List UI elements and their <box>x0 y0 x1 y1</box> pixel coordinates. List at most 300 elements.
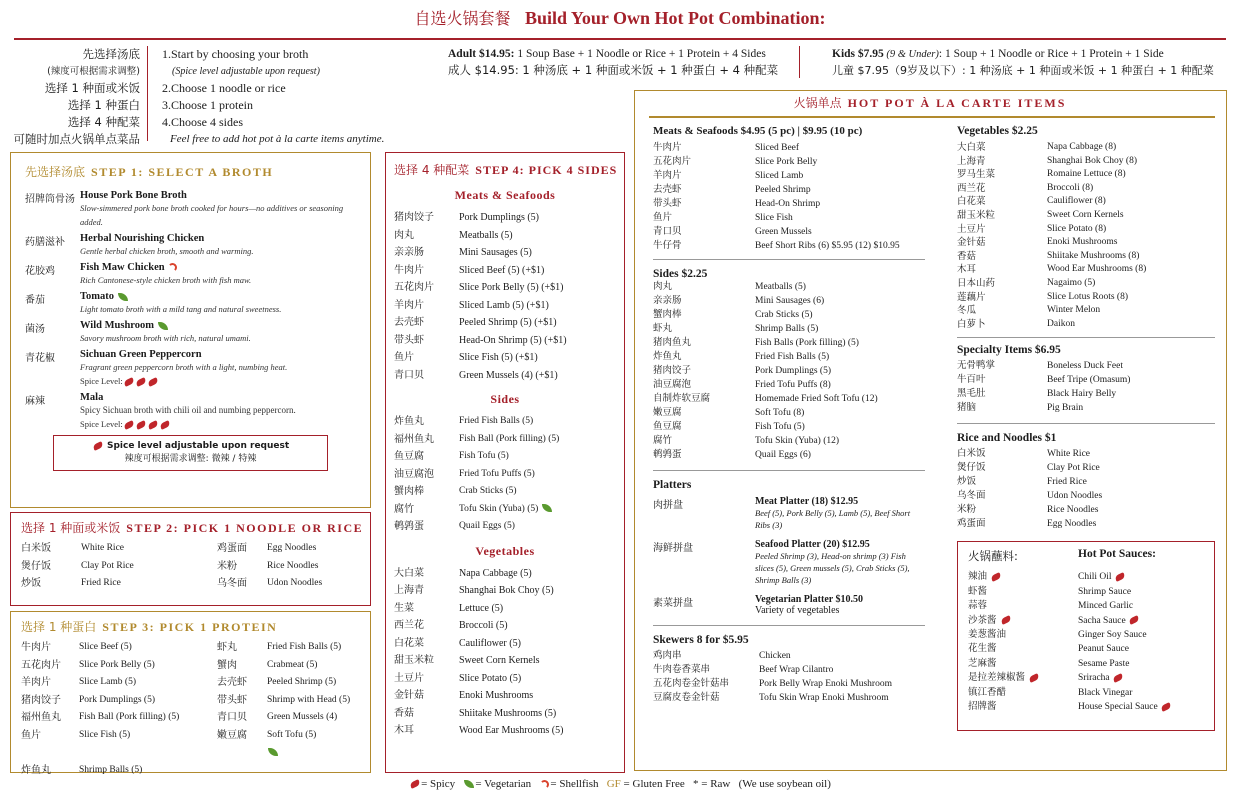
item-en: Shiitake Mushrooms (5) <box>459 707 557 719</box>
item-zh: 豆腐皮卷金针菇 <box>653 692 720 703</box>
item-en: Shrimp with Head (5) <box>267 694 351 705</box>
broth-row <box>25 190 356 229</box>
pricing-divider <box>799 46 800 78</box>
ac-specialty-heading: Specialty Items $6.95 <box>957 344 1061 357</box>
ac-sides-heading: Sides $2.25 <box>653 268 708 280</box>
item-zh: 木耳 <box>394 725 414 736</box>
kids-pricing: Kids $7.95 (9 & Under): 1 Soup + 1 Noodle or Rice + 1 Protein + 1 Side 儿童 $7.95（9岁及以下）: 1 种汤底 + 1 种面或米饭 + 1 种蛋白 + 1 种配菜 <box>832 48 1214 77</box>
broth-zh: 招牌筒骨汤 <box>25 194 75 205</box>
item-en: Napa Cabbage (5) <box>459 567 532 579</box>
list-item <box>459 582 616 600</box>
item-zh: 肉丸 <box>394 229 414 241</box>
item-zh: 鸡蛋面 <box>957 518 986 530</box>
item-zh: 白花菜 <box>957 196 986 208</box>
broth-row <box>25 291 356 316</box>
step2-grid <box>21 540 360 593</box>
broth-name <box>80 349 356 360</box>
chili-icon <box>135 420 147 430</box>
sauces-list <box>968 570 1204 714</box>
item-zh: 猪肉鱼丸 <box>653 337 692 348</box>
chili-icon <box>409 780 421 790</box>
item-zh: 猪肉饺子 <box>653 365 692 376</box>
item-en: Sesame Paste <box>1078 658 1130 669</box>
item-zh: 腐竹 <box>653 435 673 446</box>
ac-meats-heading: Meats & Seafoods $4.95 (5 pc) | $9.95 (10 pc) <box>653 125 863 137</box>
item-zh: 炒饭 <box>21 578 41 589</box>
list-item <box>755 239 925 253</box>
item-en: Shanghai Bok Choy (5) <box>459 585 554 596</box>
list-item <box>1047 209 1215 223</box>
item-en: Quail Eggs (5) <box>459 521 515 531</box>
platter-content <box>755 594 925 617</box>
item-en: Udon Noodles <box>1047 491 1103 502</box>
item-zh: 牛百叶 <box>957 374 986 386</box>
list-item <box>459 687 616 705</box>
alacarte-left-col <box>653 125 925 705</box>
item-zh: 羊肉片 <box>21 677 51 688</box>
item-en: House Special Sauce <box>1078 701 1158 712</box>
chili-icon <box>135 377 147 387</box>
item-zh: 蟹肉棒 <box>394 486 424 497</box>
broth-content <box>80 190 356 229</box>
list-item <box>459 349 616 367</box>
broth-row <box>25 349 356 388</box>
list-item <box>459 722 616 740</box>
item-en: Sweet Corn Kernels <box>459 655 540 666</box>
chili-icon <box>1160 702 1172 712</box>
item-en: Head-On Shrimp <box>755 199 821 209</box>
item-zh: 鱼片 <box>394 352 414 363</box>
item-zh: 嫩豆腐 <box>217 729 247 741</box>
alacarte-header: 火锅单点 HOT POT À LA CARTE ITEMS <box>793 96 1067 110</box>
broth-desc: Rich Cantonese-style chicken broth with fish maw. <box>80 275 252 285</box>
item-en: Soft Tofu (5) <box>267 729 317 740</box>
item-en: Fried Tofu Puffs (5) <box>459 468 535 479</box>
leaf-icon <box>158 322 168 330</box>
item-zh: 带头虾 <box>394 334 424 346</box>
step2-header: 选择 1 种面或米饭 STEP 2: PICK 1 NOODLE OR RICE <box>21 521 364 535</box>
platter-zh: 素菜拼盘 <box>653 598 693 609</box>
chili-icon <box>147 377 159 387</box>
ac-specialty-list <box>957 359 1215 415</box>
list-item <box>459 367 616 385</box>
chili-icon <box>159 420 171 430</box>
chili-icon <box>990 572 1002 582</box>
broth-content <box>80 233 356 258</box>
page-title <box>0 6 1240 29</box>
item-zh: 油豆腐泡 <box>394 468 434 480</box>
broth-zh: 菌汤 <box>25 324 45 335</box>
item-zh: 生菜 <box>394 602 414 614</box>
item-zh: 土豆片 <box>394 672 424 684</box>
item-zh: 香菇 <box>394 707 414 719</box>
broth-content <box>80 349 356 388</box>
list-item <box>459 431 616 449</box>
item-zh: 牛肉片 <box>394 264 424 276</box>
platter-row <box>653 496 925 531</box>
step4-veg-list <box>394 565 616 740</box>
step4-sides-list <box>394 413 616 536</box>
leaf-icon <box>118 293 128 301</box>
sauces-box <box>957 541 1215 731</box>
item-en: Sliced Beef (5) (+$1) <box>459 264 545 276</box>
broth-content <box>80 320 356 345</box>
item-zh: 虾酱 <box>968 585 988 597</box>
item-zh: 金针菇 <box>957 237 986 249</box>
list-item <box>459 297 616 315</box>
platter-desc: Peeled Shrimp (3), Head-on shrimp (3) Fish slices (5), Green mussels (5), Crab Sticks (5), Shrimp Balls (3) <box>755 551 910 585</box>
broth-row <box>25 320 356 345</box>
chili-icon <box>1028 673 1040 683</box>
item-zh: 亲亲肠 <box>653 295 682 306</box>
item-en: Wood Ear Mushrooms (8) <box>1047 264 1147 275</box>
item-en: Sliced Lamb (5) (+$1) <box>459 299 549 311</box>
item-zh: 蟹肉 <box>217 659 237 671</box>
item-en: Fried Fish Balls (5) <box>267 642 342 652</box>
ac-rice-list <box>957 447 1215 531</box>
list-item <box>1078 628 1204 642</box>
list-item <box>759 677 925 691</box>
platter-zh: 海鲜拼盘 <box>653 543 693 554</box>
item-en: Meatballs (5) <box>459 229 513 241</box>
list-item <box>459 332 616 350</box>
list-item <box>459 279 616 297</box>
item-zh: 日本山药 <box>957 277 996 289</box>
list-item <box>1047 447 1215 461</box>
list-item <box>755 392 925 406</box>
item-en: Pork Belly Wrap Enoki Mushroom <box>759 679 892 689</box>
broth-name <box>80 233 356 244</box>
broth-zh: 麻辣 <box>25 396 45 407</box>
broth-name-text: Wild Mushroom <box>80 320 155 331</box>
adult-pricing: Adult $14.95: 1 Soup Base + 1 Noodle or Rice + 1 Protein + 4 Sides 成人 $14.95: 1 种汤底 + 1 种面或米饭 + 1 种蛋白 + 4 种配菜 <box>448 48 779 77</box>
shrimp-icon <box>540 780 549 789</box>
list-item <box>755 280 925 294</box>
item-en: Egg Noodles <box>1047 519 1097 530</box>
item-zh: 花生酱 <box>968 643 997 655</box>
item-zh: 青口贝 <box>653 226 682 237</box>
item-en: Sriracha <box>1078 673 1110 684</box>
item-zh: 煲仔饭 <box>957 462 986 474</box>
list-item <box>1047 318 1215 332</box>
item-zh: 牛肉片 <box>21 642 51 653</box>
item-zh: 鱼豆腐 <box>653 421 682 432</box>
intro-steps: 1.Start by choosing your broth (Spice level adjustable upon request) 2.Choose 1 noodle or rice 3.Choose 1 protein 4.Choose 4 sides Feel free to add hot pot à la carte items anytime. <box>162 47 385 145</box>
broth-name-text: House Pork Bone Broth <box>80 190 187 201</box>
list-item <box>1078 585 1204 599</box>
item-zh: 猪肉饺子 <box>394 212 434 223</box>
leaf-icon <box>268 748 278 756</box>
list-item <box>755 211 925 225</box>
platter-desc: Beef (5), Pork Belly (5), Lamb (5), Beef Short Ribs (3) <box>755 508 911 530</box>
list-item <box>755 448 925 462</box>
item-en: Mini Sausages (6) <box>755 296 825 306</box>
item-zh: 西兰花 <box>957 182 986 194</box>
broth-desc: Spicy Sichuan broth with chili oil and numbing peppercorn. <box>80 405 296 415</box>
platter-name: Seafood Platter (20) $12.95 <box>755 539 870 550</box>
item-zh: 鱼片 <box>653 212 673 223</box>
item-zh: 鹌鹑蛋 <box>394 521 424 532</box>
list-item <box>459 466 616 484</box>
item-en: Slice Lotus Roots (8) <box>1047 291 1129 302</box>
item-zh: 招牌酱 <box>968 700 997 712</box>
broth-desc: Fragrant green peppercorn broth with a light, numbing heat. <box>80 362 288 372</box>
broth-row <box>25 392 356 431</box>
item-en: Shrimp Balls (5) <box>755 324 819 334</box>
list-item <box>1047 304 1215 318</box>
item-en: Green Mussels (4) <box>267 712 338 722</box>
item-zh: 去壳虾 <box>653 184 682 195</box>
item-zh: 冬瓜 <box>957 305 977 317</box>
list-item <box>1078 614 1204 628</box>
spice-level-label: Spice Level: <box>80 376 123 386</box>
item-en: Clay Pot Rice <box>81 560 134 571</box>
item-en: Peeled Shrimp (5) (+$1) <box>459 317 557 328</box>
item-zh: 乌冬面 <box>217 578 247 589</box>
intro-zh: 先选择汤底 (辣度可根据需求调整) 选择 1 种面或米饭 选择 1 种蛋白 选择 4 种配菜 可随时加点火锅单点菜品 <box>13 47 140 146</box>
list-item <box>459 705 616 723</box>
list-item <box>1047 168 1215 182</box>
item-en: Tofu Skin (Yuba) (5) <box>459 503 539 514</box>
item-en: Boneless Duck Feet <box>1047 361 1123 372</box>
broth-zh: 花胶鸡 <box>25 266 55 277</box>
item-en: Pig Brain <box>1047 403 1084 414</box>
chili-icon <box>147 420 159 430</box>
item-en: Soft Tofu (8) <box>755 408 805 418</box>
item-zh: 青口贝 <box>394 369 424 381</box>
list-item <box>755 169 925 183</box>
item-en: Fried Tofu Puffs (8) <box>755 380 831 390</box>
item-zh <box>217 762 267 780</box>
step4-meats-list <box>394 209 616 384</box>
list-item <box>1047 373 1215 387</box>
item-en: Fish Ball (Pork filling) (5) <box>459 433 560 444</box>
item-en: Chicken <box>759 651 791 661</box>
step4-sides-heading: Sides <box>490 392 520 406</box>
item-en: Chili Oil <box>1078 572 1112 583</box>
item-zh: 白花菜 <box>394 637 424 649</box>
list-item <box>459 448 616 466</box>
list-item <box>759 691 925 705</box>
item-en: Winter Melon <box>1047 305 1101 316</box>
item-en: Beef Tripe (Omasum) <box>1047 375 1131 386</box>
list-item <box>1047 236 1215 250</box>
item-zh: 鸡肉串 <box>653 650 682 661</box>
item-en: Minced Garlic <box>1078 601 1134 612</box>
list-item <box>1047 141 1215 155</box>
item-en: Meatballs (5) <box>755 282 806 292</box>
item-zh: 五花肉片 <box>653 156 692 167</box>
item-en: Black Hairy Belly <box>1047 389 1117 400</box>
broth-name-text: Herbal Nourishing Chicken <box>80 233 205 244</box>
item-zh: 五花肉片 <box>21 659 61 671</box>
item-en: Shiitake Mushrooms (8) <box>1047 250 1140 261</box>
item-zh: 白萝卜 <box>957 318 986 330</box>
item-zh: 蒜蓉 <box>968 600 988 612</box>
list-item <box>755 294 925 308</box>
item-en: Rice Noodles <box>1047 505 1099 516</box>
list-item <box>1047 401 1215 415</box>
ac-skewers-list <box>653 649 925 705</box>
list-item <box>1047 263 1215 277</box>
item-zh: 炸鱼丸 <box>21 764 51 776</box>
broth-content <box>80 262 356 287</box>
item-zh: 虾丸 <box>653 323 673 334</box>
item-en: Clay Pot Rice <box>1047 463 1100 474</box>
item-en: Green Mussels (4) (+$1) <box>459 369 558 381</box>
list-item <box>459 652 616 670</box>
item-en: Homemade Fried Soft Tofu (12) <box>755 394 878 404</box>
item-en: Romaine Lettuce (8) <box>1047 169 1126 180</box>
platter-row <box>653 539 925 586</box>
item-zh: 腐竹 <box>394 503 414 515</box>
item-en: Fried Rice <box>1047 477 1087 488</box>
chili-icon <box>1000 615 1012 625</box>
item-en: Fish Ball (Pork filling) (5) <box>79 712 180 722</box>
item-en: Wood Ear Mushrooms (5) <box>459 725 564 736</box>
platter-zh: 肉拼盘 <box>653 500 683 511</box>
item-zh: 鸡蛋面 <box>217 543 247 554</box>
list-item <box>459 413 616 431</box>
intro-divider <box>147 46 148 141</box>
item-en: Enoki Mushrooms <box>459 690 534 701</box>
item-zh: 自制炸软豆腐 <box>653 393 711 404</box>
item-zh: 虾丸 <box>217 642 237 653</box>
alacarte-right-col <box>957 125 1215 731</box>
item-zh: 去壳虾 <box>394 317 424 328</box>
list-item <box>1078 686 1204 700</box>
item-zh: 黑毛肚 <box>957 388 986 400</box>
item-en: Fried Fish Balls (5) <box>755 352 830 362</box>
item-zh: 鱼豆腐 <box>394 451 424 462</box>
list-item <box>755 322 925 336</box>
step3-panel <box>10 611 371 776</box>
broth-row <box>25 262 356 287</box>
broth-name-text: Fish Maw Chicken <box>80 262 165 273</box>
item-zh: 白米饭 <box>957 448 986 460</box>
list-item <box>459 209 616 227</box>
broth-desc: Light tomato broth with a mild tang and natural sweetness. <box>80 304 282 314</box>
item-en: Daikon <box>1047 318 1075 329</box>
list-item <box>1078 657 1204 671</box>
ac-veg-list <box>957 141 1215 331</box>
item-zh: 油豆腐泡 <box>653 379 692 390</box>
item-en <box>267 727 360 762</box>
list-item <box>1078 570 1204 584</box>
platter-name: Vegetarian Platter $10.50 <box>755 594 864 605</box>
item-en: Udon Noodles <box>267 578 323 588</box>
item-zh: 炒饭 <box>957 476 977 488</box>
title-zh: 自选火锅套餐 <box>414 9 511 28</box>
item-zh: 芝麻酱 <box>968 657 997 669</box>
item-zh: 煲仔饭 <box>21 560 51 572</box>
list-item <box>755 308 925 322</box>
platter-desc: Variety of vegetables <box>755 605 840 616</box>
item-zh: 罗马生菜 <box>957 169 996 181</box>
list-item <box>755 141 925 155</box>
list-item <box>755 364 925 378</box>
spice-note: Spice level adjustable upon request 辣度可根据需求调整: 微辣 / 特辣 <box>53 435 328 471</box>
item-zh: 大白菜 <box>957 142 986 153</box>
list-item <box>459 483 616 501</box>
item-en: Broccoli (8) <box>1047 182 1094 193</box>
item-en: Tofu Skin Wrap Enoki Mushroom <box>759 693 889 703</box>
item-en: Peanut Sauce <box>1078 644 1129 655</box>
item-zh: 木耳 <box>957 264 977 276</box>
broth-zh: 番茄 <box>25 295 45 306</box>
item-zh: 上海青 <box>394 585 424 596</box>
item-zh: 五花肉片 <box>394 282 434 293</box>
item-en: Crabmeat (5) <box>267 659 318 670</box>
item-zh: 白米饭 <box>21 543 51 554</box>
step3-header: 选择 1 种蛋白 STEP 3: PICK 1 PROTEIN <box>21 620 278 634</box>
item-zh: 西兰花 <box>394 620 424 631</box>
list-item <box>459 262 616 280</box>
item-zh: 去壳虾 <box>217 677 247 688</box>
ac-platters-list <box>653 496 925 617</box>
item-en: Lettuce (5) <box>459 602 504 614</box>
broth-list <box>25 190 356 431</box>
item-zh: 肉丸 <box>653 281 673 292</box>
item-zh: 上海青 <box>957 155 986 167</box>
item-zh: 甜玉米粒 <box>394 655 434 666</box>
item-en: Fish Tofu (5) <box>459 451 509 461</box>
list-item <box>1047 277 1215 291</box>
item-en: Cauliflower (8) <box>1047 196 1106 207</box>
alacarte-panel <box>634 90 1227 771</box>
item-zh: 沙茶酱 <box>968 614 1078 628</box>
item-en: Enoki Mushrooms <box>1047 237 1118 248</box>
item-zh: 姜葱酱油 <box>968 628 1007 640</box>
broth-zh: 药膳滋补 <box>25 237 65 248</box>
item-en: Head-On Shrimp (5) (+$1) <box>459 334 567 346</box>
ac-rice-heading: Rice and Noodles $1 <box>957 432 1057 445</box>
item-zh: 甜玉米粒 <box>957 209 996 221</box>
spice-level-label: Spice Level: <box>80 419 123 429</box>
item-zh: 猪脑 <box>957 402 977 414</box>
list-item <box>755 406 925 420</box>
list-item <box>1047 250 1215 264</box>
step4-panel <box>385 152 625 773</box>
item-zh: 鹌鹑蛋 <box>653 449 682 460</box>
chili-icon <box>1112 673 1124 683</box>
leaf-icon <box>464 780 474 788</box>
step4-veg-heading: Vegetables <box>475 543 535 558</box>
list-item <box>759 663 925 677</box>
item-en: Egg Noodles <box>267 543 317 553</box>
step4-meats-heading: Meats & Seafoods <box>454 188 556 202</box>
broth-row <box>25 233 356 258</box>
step4-header: 选择 4 种配菜 STEP 4: PICK 4 SIDES <box>394 163 618 177</box>
item-zh: 辣油 <box>968 570 1078 584</box>
ac-platters-heading: Platters <box>653 479 692 491</box>
chili-icon <box>92 441 104 451</box>
item-en: Crab Sticks (5) <box>459 486 517 496</box>
list-item <box>1047 182 1215 196</box>
item-zh: 带头虾 <box>653 198 682 209</box>
item-zh: 莲藕片 <box>957 291 986 303</box>
list-item <box>1078 700 1204 714</box>
broth-name-text: Sichuan Green Peppercorn <box>80 349 202 360</box>
sauces-heading-zh: 火锅蘸料: <box>968 549 1018 564</box>
list-item <box>755 183 925 197</box>
item-en: Nagaimo (5) <box>1047 277 1096 288</box>
list-item <box>1047 461 1215 475</box>
item-en: Shrimp Balls (5) <box>79 764 143 775</box>
item-en: Beef Short Ribs (6) $5.95 (12) $10.95 <box>755 241 900 251</box>
list-item <box>1047 517 1215 531</box>
item-en: Shanghai Bok Choy (8) <box>1047 155 1137 166</box>
